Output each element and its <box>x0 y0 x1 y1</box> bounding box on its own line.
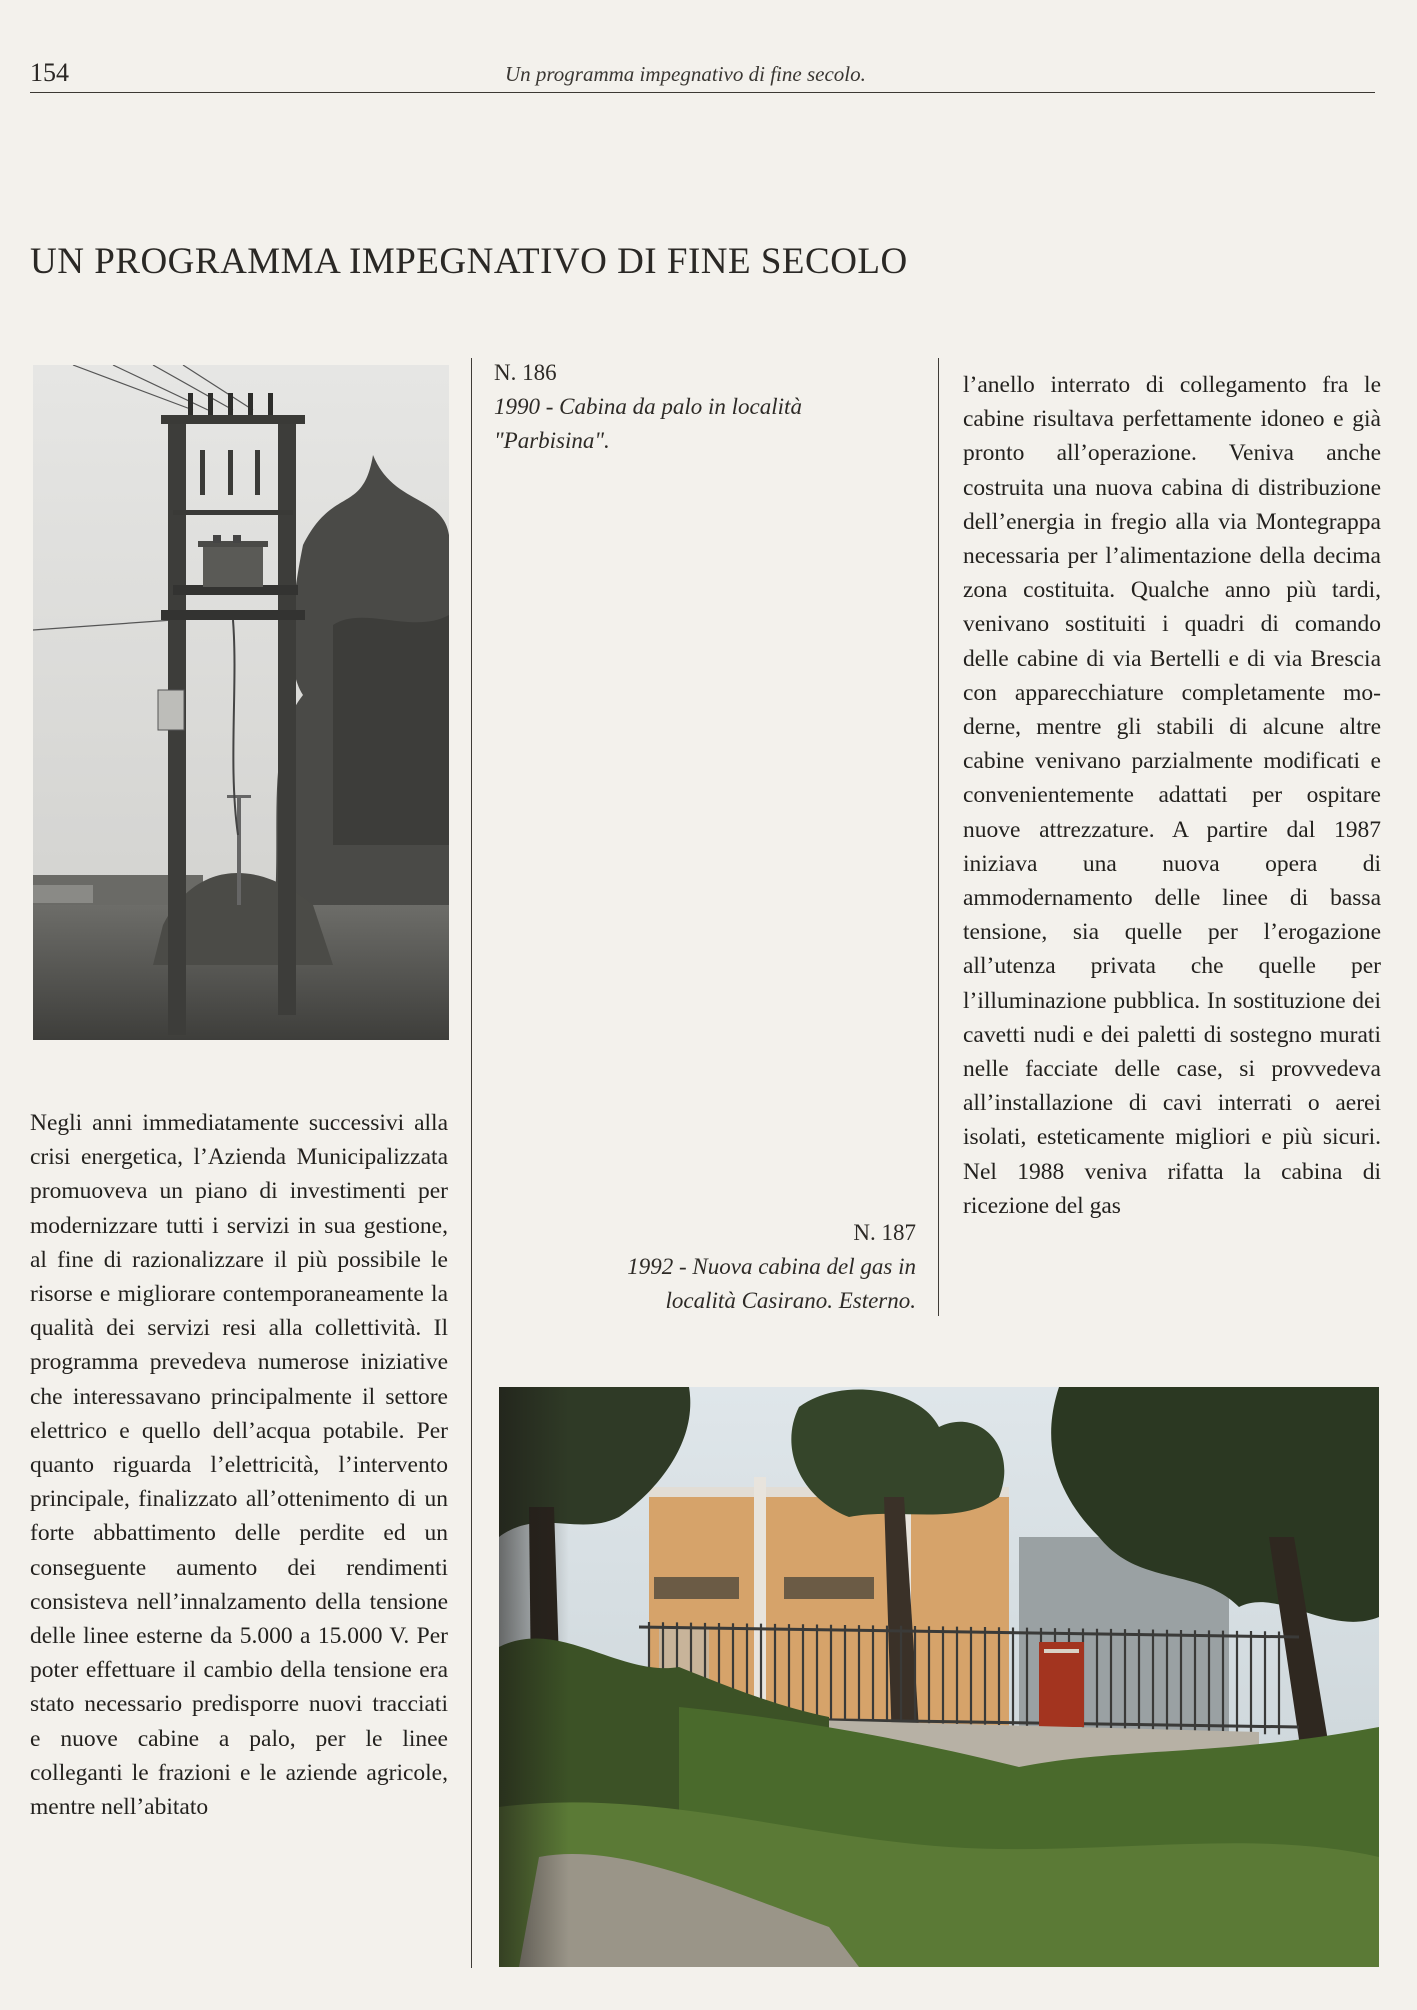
pole-transformer-illustration <box>33 365 449 1040</box>
caption-187-number: N. 187 <box>853 1220 916 1245</box>
gas-cabin-illustration <box>499 1387 1379 1967</box>
body-text-column-1: Negli anni immediatamente successivi alla crisi energetica, l’Azienda Municipalizzata promuoveva un piano di investimenti per modernizzare tutti i servizi in sua gestione, al fine di razionalizzare il più possibile le risorse e migliorare contemporaneamente la qualità dei servizi resi alla collettività. Il programma prevedeva numerose iniziative che interessavano principalmente il settore elettrico e quello dell’acqua potabile. Per quanto riguarda l’elettricità, l’intervento principale, finalizzato all’ottenimento di un forte abbattimento delle perdite ed un conseguente aumento dei rendimenti consisteva nell’innalzamento della tensione delle linee esterne da 5.000 a 15.000 V. Per poter effettuare il cambio della tensione era stato necessario predisporre nuovi tracciati e nuove cabine a palo, per le linee colleganti le frazioni e le aziende agricole, mentre nell’abitato <box>30 1110 448 1821</box>
caption-186-number: N. 186 <box>494 360 557 385</box>
section-title: UN PROGRAMMA IMPEGNATIVO DI FINE SECOLO <box>30 241 908 282</box>
caption-photo-186 <box>494 356 914 458</box>
page-number: 154 <box>30 58 69 87</box>
column-rule-left <box>471 358 472 1968</box>
photo-gas-cabin <box>499 1387 1379 1967</box>
header-rule <box>30 92 1375 93</box>
caption-187-text: 1992 - Nuova cabina del gas in località Casirano. Esterno. <box>627 1254 916 1313</box>
column-rule-right <box>938 358 939 1316</box>
caption-186-text: 1990 - Cabina da palo in località "Parbisina". <box>494 394 802 453</box>
photo-pole-transformer <box>33 365 449 1040</box>
running-head: Un programma impegnativo di fine secolo. <box>505 62 866 86</box>
body-text-column-2: l’anello interrato di collegamento fra le cabine risultava perfettamente idoneo e già pronto all’operazione. Veniva anche costruita una nuova cabina di distribuzione dell’energia in fregio alla via Montegrappa necessaria per l’alimentazione della decima zona costituita. Qualche anno più tardi, venivano sostituiti i quadri di comando delle cabine di via Bertelli e di via Brescia con apparecchiature completamente moderne, mentre gli stabili di alcune altre cabine venivano parzialmente modificati e convenientemente adattati per ospitare nuove attrezzature. A partire dal 1987 iniziava una nuova opera di ammodernamento delle linee di bassa tensione, sia quelle per l’erogazione all’utenza privata che quelle per l’illuminazione pubblica. In sostituzione dei cavetti nudi e dei paletti di sostegno murati nelle facciate delle case, si provvedeva all’installazione di cavi interrati o aerei isolati, esteticamente migliori e più sicuri. Nel 1988 veniva rifatta la cabina di ricezione del gas <box>963 372 1381 1219</box>
caption-photo-187 <box>560 1216 916 1318</box>
